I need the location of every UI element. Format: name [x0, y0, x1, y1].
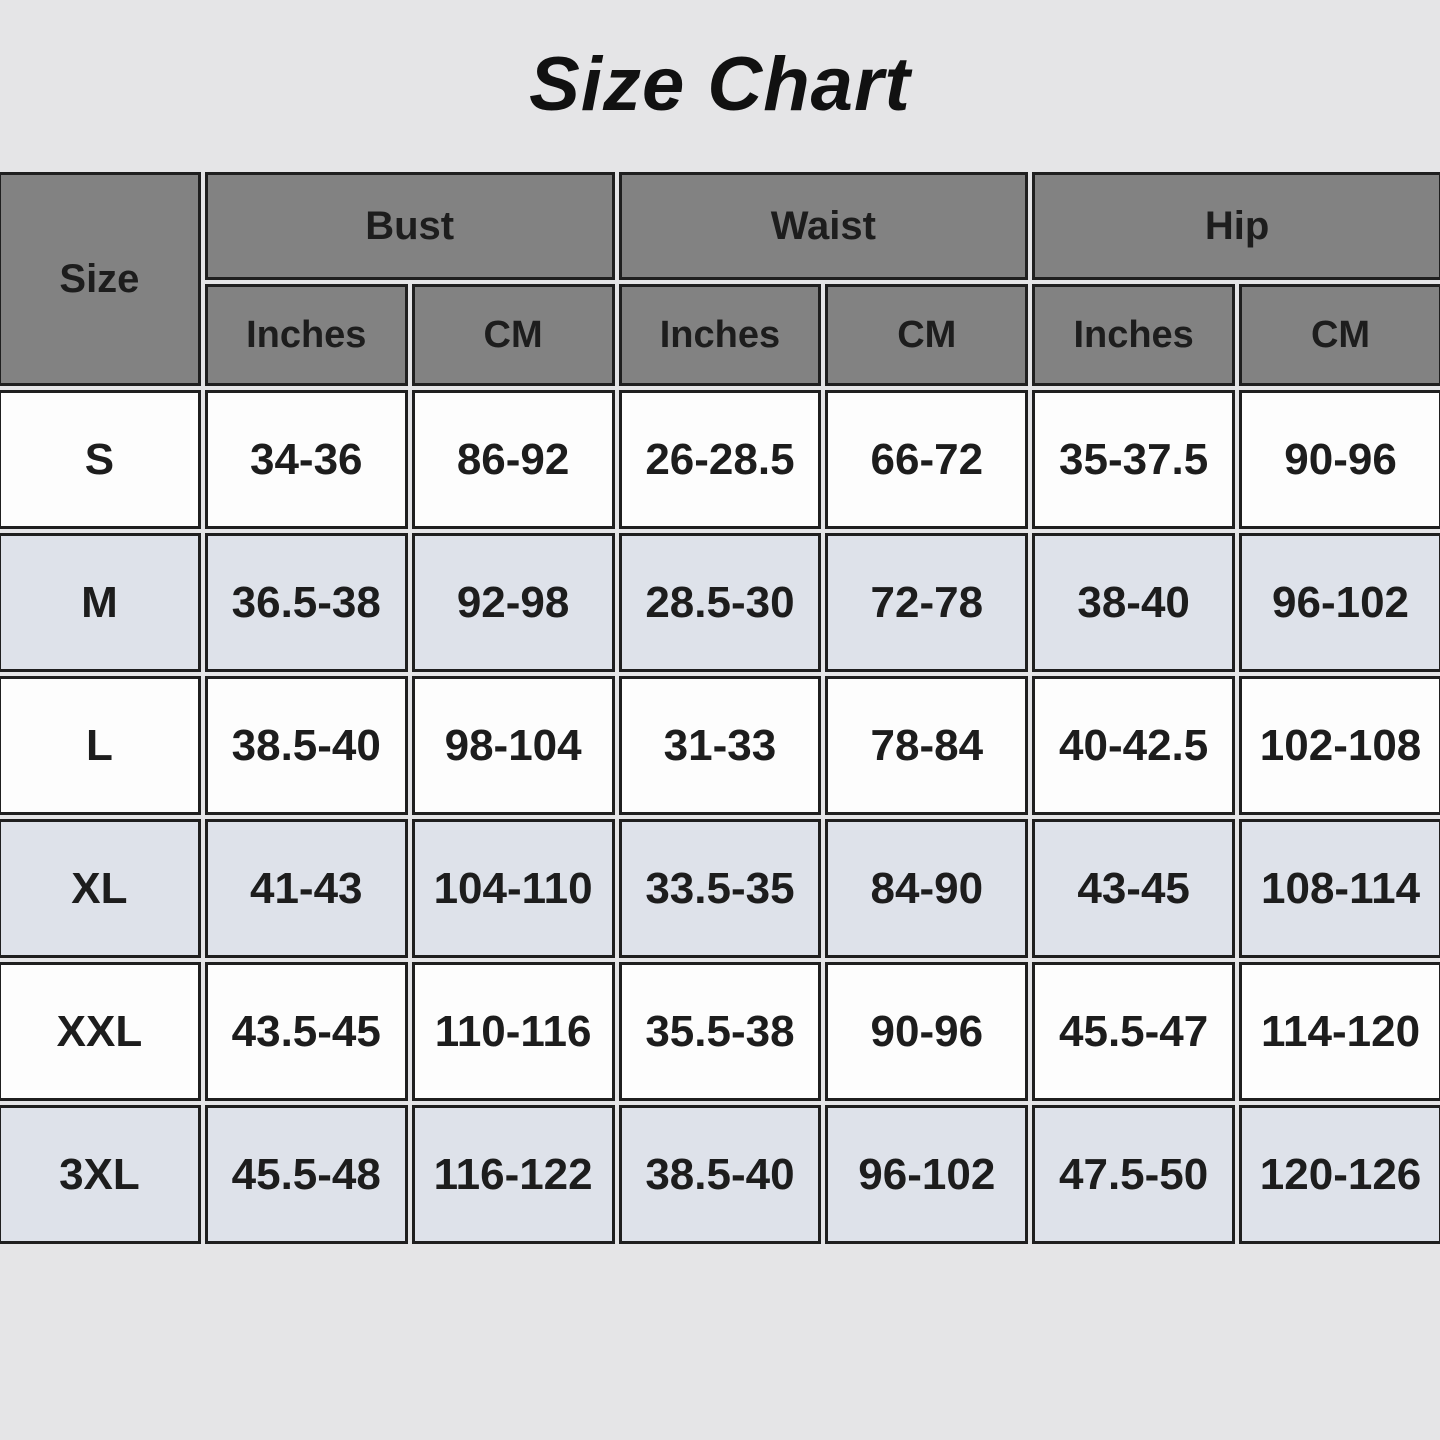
sub-header-hip-inches: Inches [1032, 284, 1235, 386]
measurement-cell: 31-33 [619, 676, 822, 815]
table-row-3xl [0, 1105, 1440, 1244]
measurement-cell: 90-96 [1239, 390, 1440, 529]
measurement-cell: 102-108 [1239, 676, 1440, 815]
table-row-xl [0, 819, 1440, 958]
measurement-cell: 43-45 [1032, 819, 1235, 958]
measurement-cell: 96-102 [825, 1105, 1028, 1244]
measurement-cell: 26-28.5 [619, 390, 822, 529]
group-header-hip: Hip [1032, 172, 1440, 280]
measurement-cell: 45.5-48 [205, 1105, 408, 1244]
measurement-cell: 43.5-45 [205, 962, 408, 1101]
measurement-cell: 35-37.5 [1032, 390, 1235, 529]
sub-header-waist-cm: CM [825, 284, 1028, 386]
sub-header-bust-inches: Inches [205, 284, 408, 386]
page-title: Size Chart [529, 41, 911, 127]
measurement-cell: 72-78 [825, 533, 1028, 672]
sub-header-hip-cm: CM [1239, 284, 1440, 386]
measurement-cell: 110-116 [412, 962, 615, 1101]
table-row-s [0, 390, 1440, 529]
measurement-cell: 96-102 [1239, 533, 1440, 672]
table-row-xxl [0, 962, 1440, 1101]
measurement-cell: 38.5-40 [205, 676, 408, 815]
measurement-cell: 114-120 [1239, 962, 1440, 1101]
measurement-cell: 38.5-40 [619, 1105, 822, 1244]
group-header-waist: Waist [619, 172, 1029, 280]
measurement-cell: 66-72 [825, 390, 1028, 529]
measurement-cell: 108-114 [1239, 819, 1440, 958]
measurement-cell: 35.5-38 [619, 962, 822, 1101]
measurement-cell: 120-126 [1239, 1105, 1440, 1244]
measurement-cell: 47.5-50 [1032, 1105, 1235, 1244]
size-label: XXL [0, 962, 201, 1101]
measurement-cell: 28.5-30 [619, 533, 822, 672]
table-row-m [0, 533, 1440, 672]
measurement-cell: 36.5-38 [205, 533, 408, 672]
measurement-cell: 41-43 [205, 819, 408, 958]
measurement-cell: 116-122 [412, 1105, 615, 1244]
measurement-cell: 33.5-35 [619, 819, 822, 958]
measurement-cell: 34-36 [205, 390, 408, 529]
sub-header-waist-inches: Inches [619, 284, 822, 386]
measurement-cell: 90-96 [825, 962, 1028, 1101]
size-label: S [0, 390, 201, 529]
measurement-cell: 45.5-47 [1032, 962, 1235, 1101]
size-label: 3XL [0, 1105, 201, 1244]
measurement-cell: 92-98 [412, 533, 615, 672]
measurement-cell: 38-40 [1032, 533, 1235, 672]
measurement-cell: 98-104 [412, 676, 615, 815]
size-label: L [0, 676, 201, 815]
measurement-cell: 84-90 [825, 819, 1028, 958]
measurement-cell: 104-110 [412, 819, 615, 958]
size-label: M [0, 533, 201, 672]
measurement-cell: 78-84 [825, 676, 1028, 815]
sub-header-bust-cm: CM [412, 284, 615, 386]
corner-header-size: Size [0, 172, 201, 386]
table-row-l [0, 676, 1440, 815]
group-header-bust: Bust [205, 172, 615, 280]
size-chart-table [0, 168, 1440, 1248]
measurement-cell: 86-92 [412, 390, 615, 529]
measurement-cell: 40-42.5 [1032, 676, 1235, 815]
size-label: XL [0, 819, 201, 958]
